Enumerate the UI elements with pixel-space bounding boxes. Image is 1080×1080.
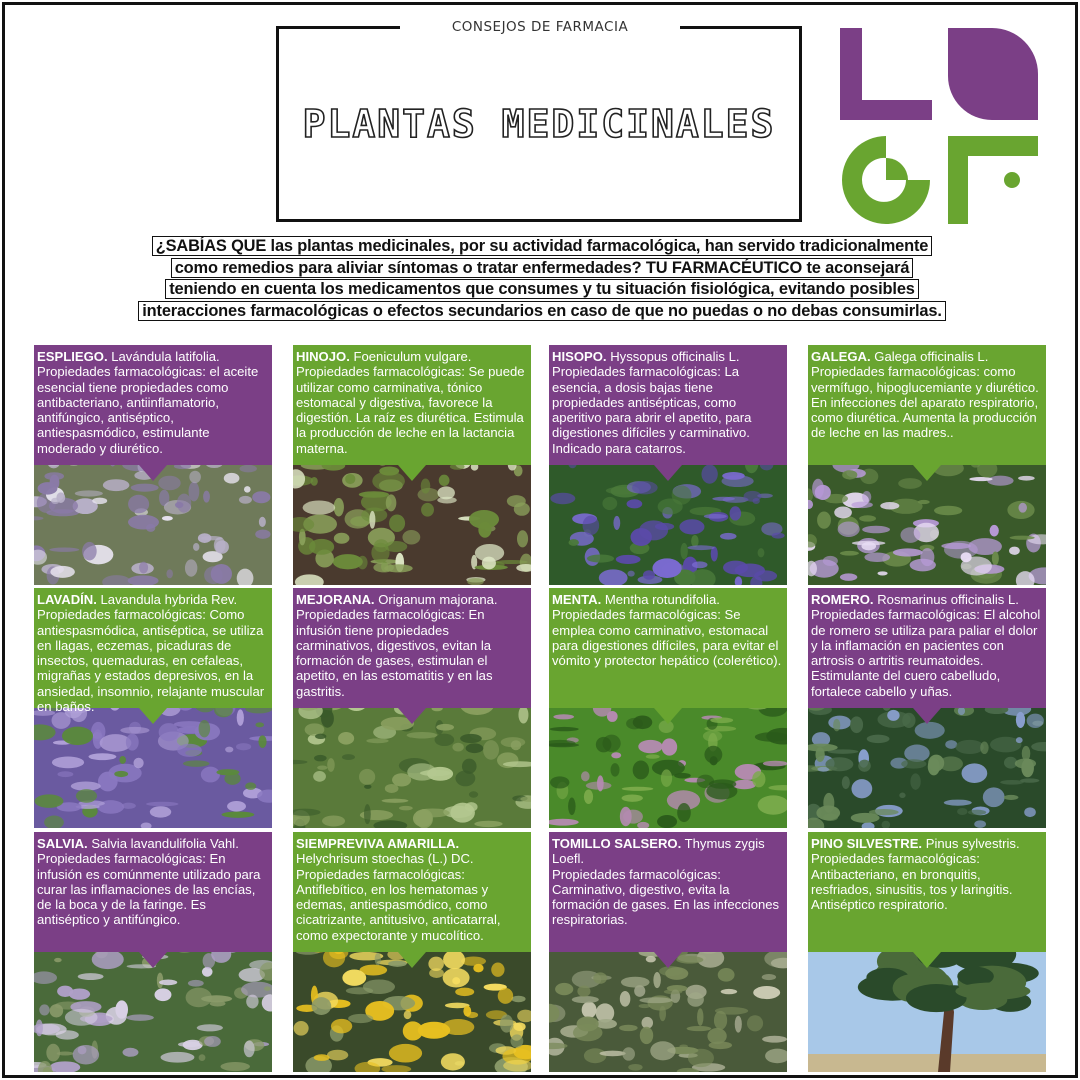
plant-latin-name: Pinus sylvestris. [922, 836, 1020, 851]
plant-name: SIEMPREVIVA AMARILLA. [296, 836, 460, 851]
plant-card [34, 832, 272, 1072]
plant-name: HISOPO. [552, 349, 607, 364]
plant-name: GALEGA. [811, 349, 871, 364]
cof-logo-icon [840, 28, 1040, 224]
plant-description-box [293, 345, 531, 465]
plant-description-box [34, 345, 272, 465]
plant-properties: Propiedades farmacológicas: Antiflebítico, en los hematomas y edemas, antiespasmódico, como cicatrizante, antitusivo, anticatarral, como expectorante y mucolítico. [296, 866, 501, 943]
plant-properties: Propiedades farmacológicas: como vermífugo, hipoglucemiante y diurético. En infecciones del aparato respiratorio, como diurética. Aumenta la producción de leche en las madres.. [811, 364, 1039, 441]
plant-name: PINO SILVESTRE. [811, 836, 923, 851]
plant-description-box [549, 588, 787, 708]
intro-line: ¿SABÍAS QUE las plantas medicinales, por su actividad farmacológica, han servido tradicionalmente [152, 236, 932, 256]
intro-paragraph [124, 236, 960, 324]
plant-latin-name: Lavándula latifolia. [107, 349, 220, 364]
plant-properties: Propiedades farmacológicas: En infusión es comúnmente utilizado para curar las inflamaciones de las encías, de la boca y de la faringe. Es antiséptico y antifúngico. [37, 851, 261, 928]
plant-card [549, 345, 787, 585]
plant-description-box [808, 832, 1046, 952]
plant-properties: Propiedades farmacológicas: Antibacteriano, en bronquitis, resfriados, sinusitis, tos y laringitis. Antiséptico respiratorio. [811, 851, 1013, 913]
plant-description-box [808, 345, 1046, 465]
plant-properties: Propiedades farmacológicas: En infusión tiene propiedades carminativos, digestivos, evitan la formación de gases, estimulan el apetito, en las estomatitis y en las gastritis. [296, 607, 493, 699]
title-box [276, 26, 802, 222]
pointer-arrow-icon [913, 708, 941, 724]
pointer-arrow-icon [654, 952, 682, 968]
plant-name: ROMERO. [811, 592, 874, 607]
plant-card [808, 345, 1046, 585]
plant-name: HINOJO. [296, 349, 350, 364]
plant-card [549, 588, 787, 828]
eyebrow-label: CONSEJOS DE FARMACIA [400, 15, 680, 39]
pointer-arrow-icon [398, 465, 426, 481]
plant-card [549, 832, 787, 1072]
plant-description-box [549, 832, 787, 952]
pointer-arrow-icon [139, 952, 167, 968]
intro-line: interacciones farmacológicas o efectos secundarios en caso de que no puedas o no debas consumirlas. [138, 301, 945, 321]
pointer-arrow-icon [398, 952, 426, 968]
plant-latin-name: Mentha rotundifolia. [601, 592, 720, 607]
plant-latin-name: Hyssopus officinalis L. [606, 349, 740, 364]
intro-line: como remedios para aliviar síntomas o tratar enfermedades? TU FARMACÉUTICO te aconsejará [171, 258, 914, 278]
plant-description-box [34, 588, 272, 715]
plant-card [293, 588, 531, 828]
plant-card [293, 832, 531, 1072]
plant-latin-name: Galega officinalis L. [870, 349, 989, 364]
plant-properties: Propiedades farmacológicas: Carminativo, digestivo, evita la formación de gases. En las infecciones respiratorias. [552, 866, 780, 928]
plant-properties: Propiedades farmacológicas: Se puede utilizar como carminativa, tónico estomacal y digestiva, favorece la digestión. La raíz es diurética. Estimula la producción de leche en la lactancia materna. [296, 364, 525, 456]
plant-latin-name: Origanum majorana. [374, 592, 498, 607]
pointer-arrow-icon [398, 708, 426, 724]
plant-latin-name: Rosmarinus officinalis L. [873, 592, 1019, 607]
plant-description-box [293, 832, 531, 952]
plant-card [808, 832, 1046, 1072]
plant-card [293, 345, 531, 585]
plant-properties: Propiedades farmacológicas: Como antiespasmódica, antiséptica, se utiliza en llagas, eczemas, picaduras de insectos, quemaduras, en cefaleas, migrañas y estados depresivos, en la ansiedad, insomnio, relajante muscular en baños. [37, 607, 265, 715]
plant-description-box [549, 345, 787, 465]
plant-description-box [808, 588, 1046, 708]
plant-latin-name: Helychrisum stoechas (L.) DC. [296, 851, 474, 867]
pointer-arrow-icon [139, 465, 167, 481]
plant-name: MENTA. [552, 592, 602, 607]
pointer-arrow-icon [139, 708, 167, 724]
plant-card [34, 345, 272, 585]
plant-name: LAVADÍN. [37, 592, 97, 607]
plant-description-box [293, 588, 531, 708]
plant-description-box [34, 832, 272, 952]
pointer-arrow-icon [913, 465, 941, 481]
intro-line: teniendo en cuenta los medicamentos que consumes y tu situación fisiológica, evitando posibles [165, 279, 919, 299]
pointer-arrow-icon [654, 708, 682, 724]
plant-properties: Propiedades farmacológicas: Se emplea como carminativo, estomacal para digestiones difíciles, para evitar el vómito y protector hepático (colerético). [552, 607, 782, 669]
pointer-arrow-icon [913, 952, 941, 968]
plant-latin-name: Foeniculum vulgare. [349, 349, 472, 364]
plant-latin-name: Lavandula hybrida Rev. [96, 592, 238, 607]
plant-name: SALVIA. [37, 836, 88, 851]
plant-properties: Propiedades farmacológicas: el aceite esencial tiene propiedades como antibacteriano, antiinflamatorio, antifúngico, antiséptico, antiespasmódico, estimulante moderado y diurético. [37, 364, 259, 456]
plant-card [34, 588, 272, 828]
plant-properties: Propiedades farmacológicas: El alcohol de romero se utiliza para paliar el dolor y la inflamación en pacientes con artrosis o artritis reumatoides. Estimulante del cuero cabelludo, fortalece cabello y uñas. [811, 607, 1041, 699]
plant-latin-name: Salvia lavandulifolia Vahl. [87, 836, 239, 851]
plant-name: TOMILLO SALSERO. [552, 836, 682, 851]
plant-card [808, 588, 1046, 828]
plant-name: ESPLIEGO. [37, 349, 108, 364]
plant-name: MEJORANA. [296, 592, 375, 607]
pointer-arrow-icon [654, 465, 682, 481]
plant-latin-name: Thymus zygis Loefl. [552, 836, 765, 867]
plant-properties: Propiedades farmacológicas: La esencia, a dosis bajas tiene propiedades antisépticas, como aperitivo para abrir el apetito, para digestiones difíciles y carminativo. Indicado para catarros. [552, 364, 752, 456]
page-title: PLANTAS MEDICINALES [302, 102, 776, 146]
